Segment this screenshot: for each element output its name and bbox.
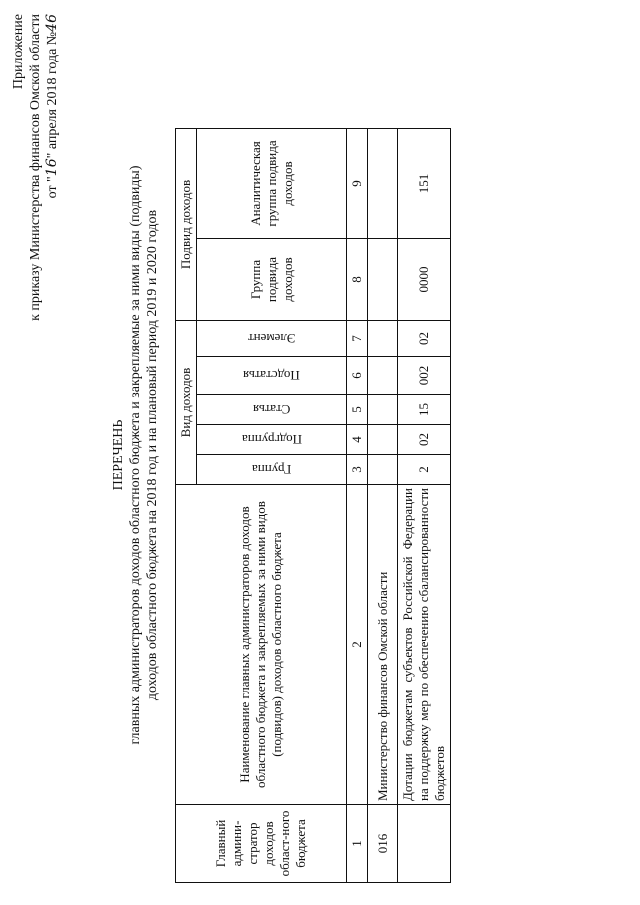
cell [368,455,398,485]
cell-admin [398,805,451,883]
cell [368,425,398,455]
cell: 0000 [398,239,451,321]
col-num: 6 [347,357,368,395]
cell [368,357,398,395]
document-title [110,155,161,755]
header-podvid-group: Группа подвида доходов [197,239,347,321]
table-row [368,129,398,883]
title-line-1: главных администраторов доходов областного бюджета и закрепляемые за ними виды (подвиды) [128,165,143,745]
col-num: 4 [347,425,368,455]
header-article: Статья [197,395,347,425]
col-num: 1 [347,805,368,883]
col-num: 9 [347,129,368,239]
cell [368,321,398,357]
header-vid: Вид доходов [176,321,197,485]
cell-name: Дотации бюджетам субъектов Российской Федерации на поддержку мер по обеспечению сбалансированности бюджетов [398,485,451,805]
handwritten-number: 46 [44,14,60,32]
col-num: 7 [347,321,368,357]
cell: 02 [398,425,451,455]
cell: 2 [398,455,451,485]
cell: 02 [398,321,451,357]
appendix-date: от "16" апреля 2018 года №46 [44,14,60,199]
header-group: Группа [197,455,347,485]
appendix-block [10,14,61,494]
header-podvid: Подвид доходов [176,129,197,321]
col-num: 2 [347,485,368,805]
appendix-title: Приложение [11,14,26,90]
cell: 15 [398,395,451,425]
cell [368,129,398,239]
cell: 151 [398,129,451,239]
cell: 002 [398,357,451,395]
col-num: 3 [347,455,368,485]
header-element: Элемент [197,321,347,357]
handwritten-day: 16 [44,158,60,177]
column-numbers-row [347,129,368,883]
cell-admin: 016 [368,805,398,883]
header-analytic: Аналитическая группа подвида доходов [197,129,347,239]
col-num: 5 [347,395,368,425]
table-row [398,129,451,883]
revenue-table [175,128,451,883]
appendix-order: к приказу Министерства финансов Омской области [28,14,43,321]
header-admin: Главный админи-стратор доходов област-ного бюджета [176,805,347,883]
cell [368,395,398,425]
title-line-2: доходов областного бюджета на 2018 год и на плановый период 2019 и 2020 годов [145,209,160,701]
header-name: Наименование главных администраторов доходов областного бюджета и закрепляемых за ними видов (подвидов) доходов областного бюджета [176,485,347,805]
cell [368,239,398,321]
col-num: 8 [347,239,368,321]
header-subgroup: Подгруппа [197,425,347,455]
cell-name: Министерство финансов Омской области [368,485,398,805]
title-heading: ПЕРЕЧЕНЬ [111,419,126,491]
header-subarticle: Подстатья [197,357,347,395]
